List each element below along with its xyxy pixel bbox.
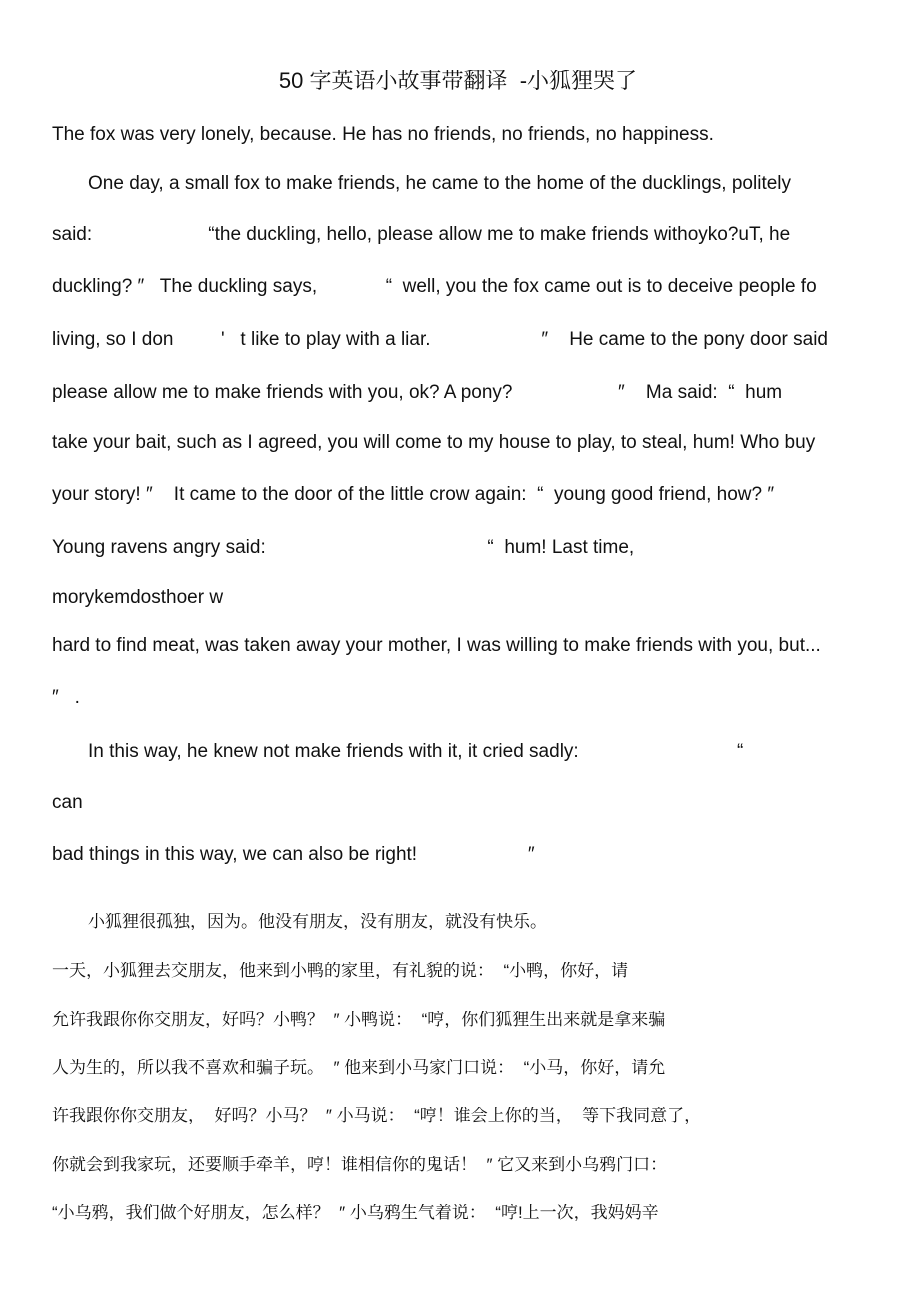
english-line: your story! ″ It came to the door of the little crow again: “ young good friend, how? ″ (52, 485, 775, 504)
english-line: Young ravens angry said: “ hum! Last time, (52, 538, 635, 557)
english-line: morykemdosthoer w (52, 588, 224, 607)
english-line: In this way, he knew not make friends with it, it cried sadly: “ (88, 742, 744, 761)
english-line: living, so I don ' t like to play with a liar. ″ He came to the pony door said (52, 330, 828, 349)
english-line: can (52, 793, 83, 812)
chinese-line: 许我跟你你交朋友， 好吗？小马？ ″ 小马说： “哼！谁会上你的当， 等下我同意了， (52, 1107, 702, 1124)
english-line: please allow me to make friends with you, ok? A pony? ″ Ma said: “ hum (52, 383, 783, 402)
english-line: One day, a small fox to make friends, he came to the home of the ducklings, politely (88, 174, 792, 193)
chinese-line: 人为生的，所以我不喜欢和骗子玩。 ″ 他来到小马家门口说： “小马，你好，请允 (52, 1059, 666, 1076)
english-line: ″ . (52, 688, 80, 707)
chinese-line: 你就会到我家玩，还要顺手牵羊，哼！谁相信你的鬼话！ ″ 它又来到小乌鸦门口： (52, 1156, 668, 1173)
english-line: duckling? ″ The duckling says, “ well, you the fox came out is to deceive people fo (52, 277, 817, 296)
english-line: take your bait, such as I agreed, you will come to my house to play, to steal, hum! Who buy (52, 433, 816, 452)
english-line: said: “the duckling, hello, please allow me to make friends withoyko?uT, he (52, 225, 791, 244)
english-line: hard to find meat, was taken away your mother, I was willing to make friends with you, but... (52, 636, 821, 655)
chinese-line: 小狐狸很孤独，因为。他没有朋友，没有朋友，就没有快乐。 (88, 913, 547, 930)
chinese-line: 一天，小狐狸去交朋友，他来到小鸭的家里，有礼貌的说： “小鸭，你好，请 (52, 962, 629, 979)
english-line: The fox was very lonely, because. He has no friends, no friends, no happiness. (52, 125, 714, 144)
document-title: 50 字英语小故事带翻译 -小狐狸哭了 (278, 70, 638, 92)
english-line: bad things in this way, we can also be right! ″ (52, 845, 535, 864)
chinese-line: “小乌鸦，我们做个好朋友，怎么样？ ″ 小乌鸦生气着说： “哼!上一次，我妈妈辛 (52, 1204, 659, 1221)
chinese-line: 允许我跟你你交朋友，好吗？小鸭？ ″ 小鸭说： “哼，你们狐狸生出来就是拿来骗 (52, 1011, 666, 1028)
